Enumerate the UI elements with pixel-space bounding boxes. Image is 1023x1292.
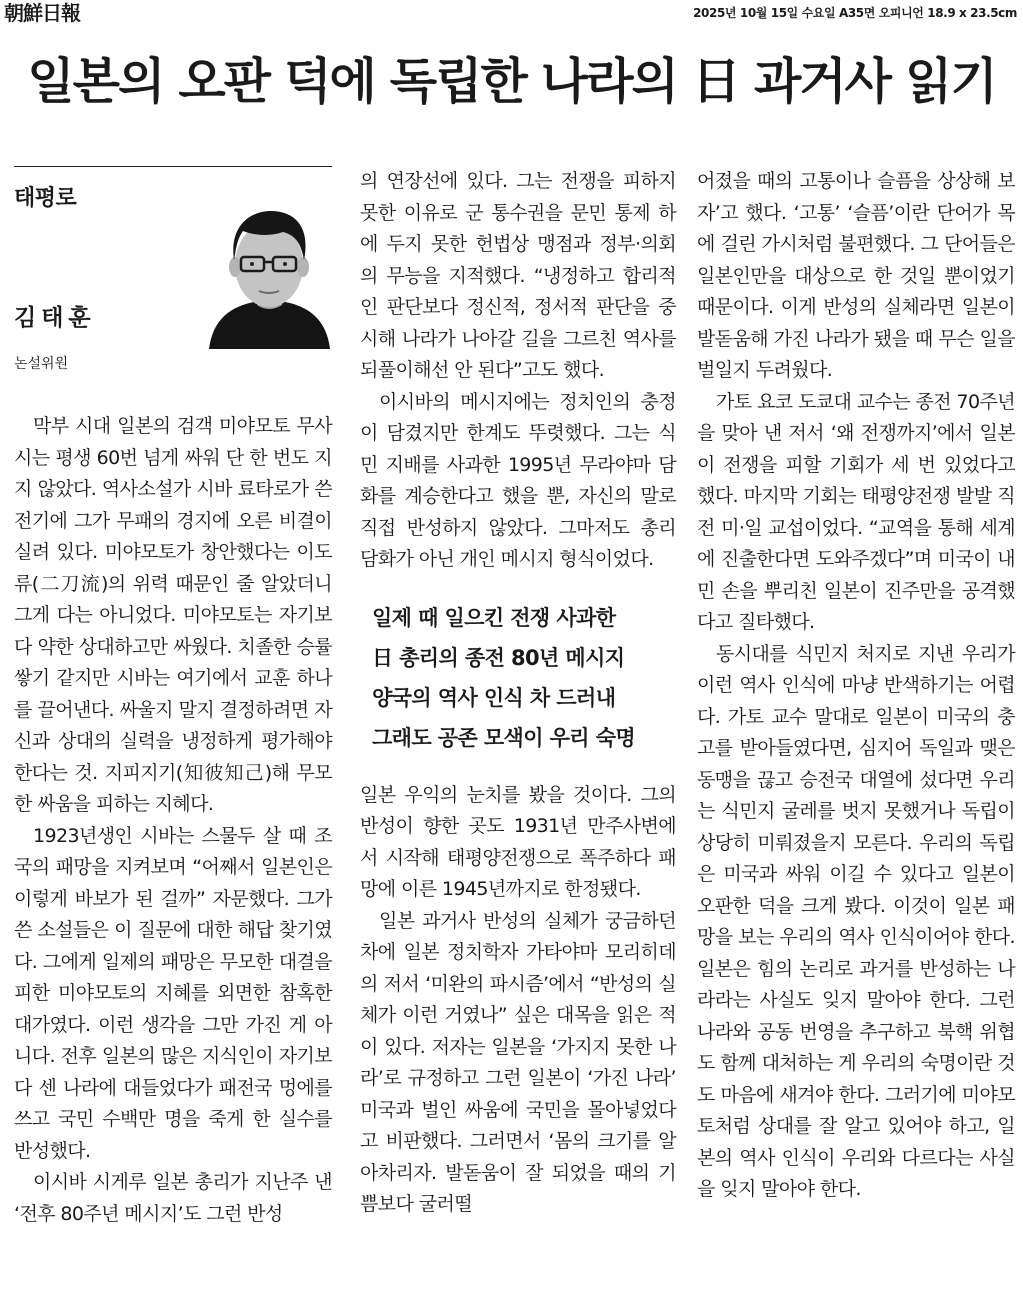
pull-quote-line: 일제 때 일으킨 전쟁 사과한 (372, 605, 616, 630)
byline-block (14, 181, 332, 373)
paragraph: 일본 우익의 눈치를 봤을 것이다. 그의 반성이 향한 곳도 1931년 만주사변에서 시작해 태평양전쟁으로 폭주하다 패망에 이른 1945년까지로 한정됐다. (360, 783, 676, 900)
column-top-rule (14, 166, 332, 167)
publication-info: 2025년 10월 15일 수요일 A35면 오피니언 18.9 x 23.5cm (693, 6, 1017, 20)
column-name: 태평로 (14, 186, 77, 211)
paragraph: 동시대를 식민지 처지로 지낸 우리가 이런 역사 인식에 마냥 반색하기는 어렵다. 가토 교수 말대로 일본이 미국의 충고를 받아들였다면, 심지어 독일과 맺은 동맹을 끊고 승전국 대열에 섰다면 우리는 식민지 굴레를 벗지 못했거나 독립이 상당히 미뤄졌을지 모른다. 우리의 독립은 미국과 싸워 이길 수 있다고 일본이 오판한 덕을 크게 봤다. 이것이 일본 패망을 보는 우리의 역사 인식이어야 한다. 일본은 힘의 논리로 과거를 반성하는 나라라는 사실도 잊지 말아야 한다. 그런 나라와 공동 번영을 추구하고 북핵 위협도 함께 대처하는 게 우리의 숙명이란 것도 마음에 새겨야 한다. 그러기에 미야모토처럼 상대를 잘 알고 있어야 하고, 일본의 역사 인식이 우리와 다르다는 사실을 잊지 말아야 한다. (697, 642, 1015, 1200)
paragraph: 일본 과거사 반성의 실체가 궁금하던 차에 일본 정치학자 가타야마 모리히데의 저서 ‘미완의 파시즘’에서 “반성의 실체가 이런 거였나” 싶은 대목을 읽은 적이 있다. 저자는 일본을 ‘가지지 못한 나라’로 규정하고 그런 일본이 ‘가진 나라’ 미국과 벌인 싸움에 국민을 몰아넣었다고 비판했다. 그러면서 ‘몸의 크기를 알아차리자. 발돋움이 잘 되었을 때의 기쁨보다 굴러떨 (360, 909, 676, 1215)
article-body-col1 (14, 411, 332, 1230)
paragraph: 1923년생인 시바는 스물두 살 때 조국의 패망을 지켜보며 “어째서 일본인은 이렇게 바보가 된 걸까” 자문했다. 그가 쓴 소설들은 이 질문에 대한 해답 찾기였다. 그에게 일제의 패망은 무모한 대결을 피한 미야모토의 지혜를 외면한 참혹한 대가였다. 이런 생각을 그만 가진 게 아니다. 전후 일본의 많은 지식인이 자기보다 센 나라에 대들었다가 패전국 멍에를 쓰고 국민 수백만 명을 죽게 한 실수를 반성했다. (14, 824, 332, 1162)
article-body-col2-top (360, 166, 676, 576)
paragraph: 가토 요코 도쿄대 교수는 종전 70주년을 맞아 낸 저서 ‘왜 전쟁까지’에서 일본이 전쟁을 피할 기회가 세 번 있었다고 했다. 마지막 기회는 태평양전쟁 발발 직전 미·일 교섭이었다. “교역을 통해 세계에 진출한다면 도와주겠다”며 미국이 내민 손을 뿌리친 일본이 진주만을 공격했다고 질타했다. (697, 390, 1015, 633)
paragraph: 이시바 시게루 일본 총리가 지난주 낸 ‘전후 80주년 메시지’도 그런 반성 (14, 1171, 332, 1225)
paragraph: 의 연장선에 있다. 그는 전쟁을 피하지 못한 이유로 군 통수권을 문민 통제 하에 두지 못한 헌법상 맹점과 정부·의회의 무능을 지적했다. “냉정하고 합리적인 판단보다 정신적, 정서적 판단을 중시해 나라가 나아갈 길을 그르친 역사를 되풀이해선 안 된다”고도 했다. (360, 170, 676, 381)
author-title: 논설위원 (14, 356, 69, 372)
article-column-1 (14, 166, 332, 1230)
article-body-col3 (697, 166, 1015, 1206)
pull-quote-line: 양국의 역사 인식 차 드러내 (372, 685, 616, 710)
article-headline: 일본의 오판 덕에 독립한 나라의 日 과거사 읽기 (27, 52, 996, 110)
article-column-3 (697, 166, 1015, 1206)
paragraph: 이시바의 메시지에는 정치인의 충정이 담겼지만 한계도 뚜렷했다. 그는 식민 지배를 사과한 1995년 무라야마 담화를 계승한다고 했을 뿐, 자신의 말로 직접 반성하지 않았다. 그마저도 총리 담화가 아닌 개인 메시지 형식이었다. (360, 390, 676, 570)
article-body-col2-bottom (360, 780, 676, 1221)
newspaper-masthead: 朝鮮日報 (4, 1, 80, 25)
author-name: 김태훈 (14, 305, 96, 331)
pull-quote-line: 그래도 공존 모색이 우리 숙명 (372, 725, 636, 750)
paragraph: 어졌을 때의 고통이나 슬픔을 상상해 보자’고 했다. ‘고통’ ‘슬픔’이란 단어가 목에 걸린 가시처럼 불편했다. 그 단어들은 일본인만을 대상으로 한 것일 뿐이었기 때문이다. 이게 반성의 실체라면 일본이 발돋움해 가진 나라가 됐을 때 무슨 일을 벌일지 두려웠다. (697, 170, 1015, 381)
pull-quote (372, 598, 676, 758)
author-photo (207, 205, 332, 349)
article-column-2 (360, 166, 676, 1221)
paragraph: 막부 시대 일본의 검객 미야모토 무사시는 평생 60번 넘게 싸워 단 한 번도 지지 않았다. 역사소설가 시바 료타로가 쓴 전기에 그가 무패의 경지에 오른 비결이 실려 있다. 미야모토가 창안했다는 이도류(二刀流)의 위력 때문인 줄 알았더니 그게 다는 아니었다. 미야모토는 자기보다 약한 상대하고만 싸웠다. 치졸한 승률 쌓기 같지만 시바는 여기에서 교훈 하나를 끌어낸다. 싸울지 말지 결정하려면 자신과 상대의 실력을 냉정하게 평가해야 한다는 것. 지피지기(知彼知己)해 무모한 싸움을 피하는 지혜다. (14, 415, 332, 815)
pull-quote-line: 日 총리의 종전 80년 메시지 (372, 645, 625, 670)
